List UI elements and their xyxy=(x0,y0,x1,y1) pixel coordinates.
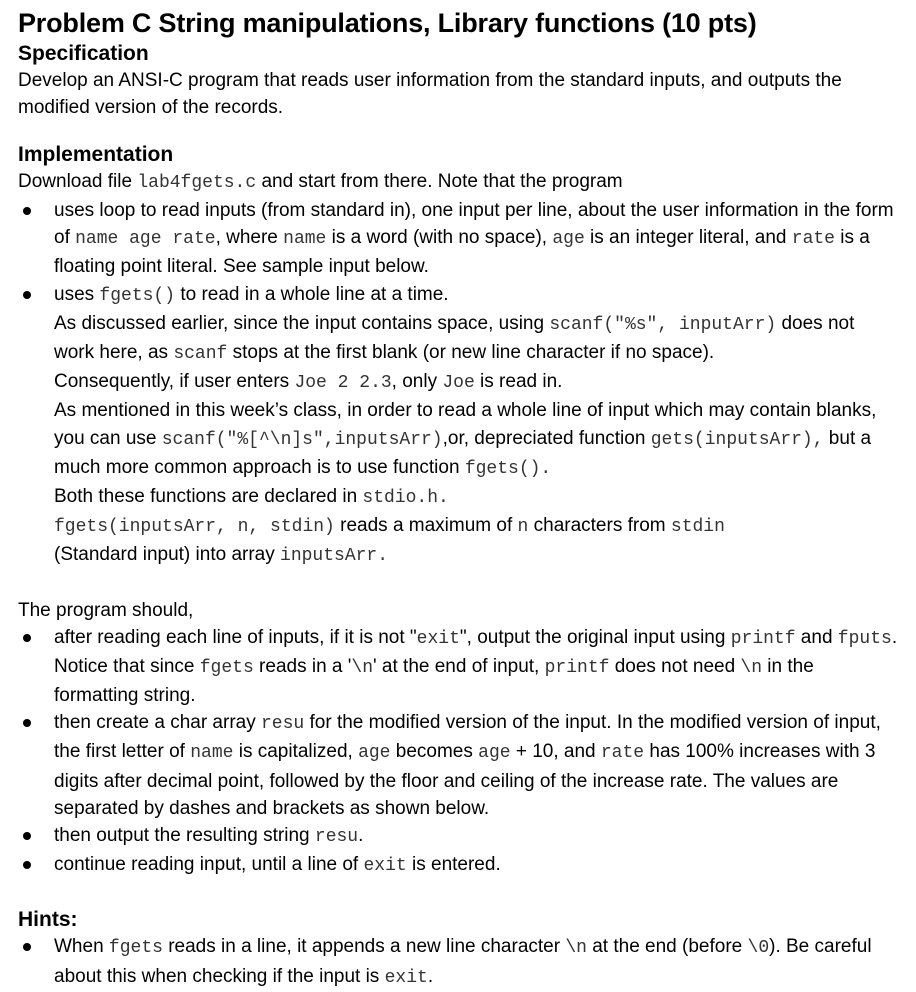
list-item xyxy=(18,933,898,991)
code-span: scanf("%s", inputArr) xyxy=(549,314,777,335)
code-span: age xyxy=(552,229,585,250)
code-span: n xyxy=(517,517,529,538)
text: + 10, and xyxy=(510,741,601,763)
code-span: age xyxy=(358,743,391,764)
code-span: fgets() xyxy=(99,285,176,306)
text: reads in a ' xyxy=(253,655,352,677)
problem-title: Problem C String manipulations, Library functions (10 pts) xyxy=(18,8,757,38)
code-span: resu xyxy=(314,827,359,848)
code-span: fgets(inputsArr, n, stdin) xyxy=(54,517,335,538)
bullet-icon xyxy=(23,291,31,299)
text: reads a maximum of xyxy=(334,515,518,537)
text: ). Be careful about this when checking if the input is xyxy=(54,936,872,987)
code-span: \0 xyxy=(747,938,770,959)
bullet-icon xyxy=(23,943,31,951)
text: stops at the first blank (or new line character if no space). xyxy=(227,342,715,364)
bullet-icon xyxy=(23,207,31,215)
list-item xyxy=(18,197,898,281)
code-span: stdin xyxy=(670,517,725,538)
list-item xyxy=(18,851,898,880)
text: does not need xyxy=(609,655,741,677)
code-span: rate xyxy=(600,743,645,764)
text: ' at the end of input, xyxy=(373,655,545,677)
text: continue reading input, until a line of xyxy=(54,854,364,876)
text: Consequently, if user enters xyxy=(54,371,295,393)
spacer xyxy=(18,121,898,141)
text: . xyxy=(358,825,364,847)
bullet-icon xyxy=(23,634,31,642)
bullet-icon xyxy=(23,832,31,840)
text: , only xyxy=(391,371,443,393)
code-span: printf xyxy=(544,657,610,678)
code-span: fputs xyxy=(837,628,892,649)
code-span: age xyxy=(478,743,511,764)
text: ,or, depreciated function xyxy=(442,427,651,449)
text: is a floating point literal. See sample input below. xyxy=(54,227,870,278)
bullet-icon xyxy=(23,861,31,869)
text: to read in a whole line at a time. xyxy=(175,283,449,305)
specification-text: Develop an ANSI-C program that reads user information from the standard inputs, and outputs the modified version of the records. xyxy=(18,70,842,118)
text: and start from there. Note that the program xyxy=(256,171,623,192)
code-span: exit xyxy=(363,856,407,877)
implementation-heading: Implementation xyxy=(18,143,174,166)
text: Download file xyxy=(18,171,138,192)
text: after reading each line of inputs, if it is not " xyxy=(54,626,417,648)
text: then create a char array xyxy=(54,712,261,734)
text: reads in a line, it appends a new line character xyxy=(162,936,566,958)
code-span: \n xyxy=(565,938,587,959)
code-span: fgets(). xyxy=(464,458,552,479)
code-span: Joe 2 2.3 xyxy=(294,373,392,394)
list-item xyxy=(18,281,898,571)
requirements-list xyxy=(18,624,898,881)
text: has 100% increases with 3 digits after decimal point, followed by the floor and ceiling of the increase rate. The values are separated by dashes and brackets as shown below. xyxy=(54,741,876,819)
text: uses loop to read inputs (from standard in), one input per line, about the user information in the form of xyxy=(54,200,894,249)
text: ", output the original input using xyxy=(459,626,731,648)
text: , where xyxy=(215,227,284,249)
text: but a much more common approach is to use function xyxy=(54,427,872,478)
code-span: scanf xyxy=(173,344,228,365)
spacer xyxy=(18,880,898,906)
hints-heading: Hints: xyxy=(18,908,78,932)
text: is capitalized, xyxy=(233,741,359,763)
implementation-intro xyxy=(18,168,898,197)
code-span: scanf("%[^\n]s",inputsArr) xyxy=(161,429,443,450)
code-span: \n xyxy=(351,657,374,678)
document-content xyxy=(18,6,898,992)
code-span: rate xyxy=(791,229,835,250)
code-span: name xyxy=(190,743,234,764)
implementation-list xyxy=(18,197,898,571)
text: . Notice that since xyxy=(54,626,898,677)
text: When xyxy=(54,936,109,958)
text: and xyxy=(795,626,838,648)
list-item xyxy=(18,624,898,710)
text: . xyxy=(427,965,434,987)
list-item xyxy=(18,709,898,822)
bullet-icon xyxy=(23,719,31,727)
spacer xyxy=(18,571,898,597)
text: uses xyxy=(54,283,100,305)
code-span: printf xyxy=(730,628,796,649)
specification-heading: Specification xyxy=(18,42,149,65)
should-intro: The program should, xyxy=(18,599,194,621)
code-span: name age rate xyxy=(75,229,216,250)
text: in the formatting string. xyxy=(54,655,814,707)
code-span: fgets xyxy=(199,657,254,678)
list-item xyxy=(18,822,898,851)
text: is read in. xyxy=(474,371,563,393)
text: characters from xyxy=(528,515,671,537)
text: does not work here, as xyxy=(54,312,855,364)
code-span: exit xyxy=(416,628,460,649)
code-span: exit xyxy=(384,967,428,988)
code-span: resu xyxy=(261,714,305,735)
text: is an integer literal, and xyxy=(584,227,792,249)
text: As mentioned in this week’s class, in order to read a whole line of input which may contain blanks, you can use xyxy=(54,400,877,449)
text: is a word (with no space), xyxy=(326,227,553,249)
hints-list xyxy=(18,933,898,991)
code-span: Joe xyxy=(442,373,475,394)
text: at the end (before xyxy=(586,936,748,958)
code-span: gets(inputsArr), xyxy=(650,429,824,450)
code-span: name xyxy=(283,229,327,250)
text: (Standard input) into array xyxy=(54,544,281,566)
code-span: inputsArr. xyxy=(280,546,389,567)
text: is entered. xyxy=(406,854,501,876)
code-span: stdio.h. xyxy=(362,488,449,509)
text: becomes xyxy=(390,741,479,763)
text: Both these functions are declared in xyxy=(54,486,363,508)
filename-code: lab4fgets.c xyxy=(137,173,257,193)
code-span: fgets xyxy=(108,938,163,959)
text: then output the resulting string xyxy=(54,825,315,847)
code-span: \n xyxy=(740,657,763,678)
text: As discussed earlier, since the input contains space, using xyxy=(54,312,550,334)
text: for the modified version of the input. In the modified version of input, the first letter of xyxy=(54,712,881,763)
